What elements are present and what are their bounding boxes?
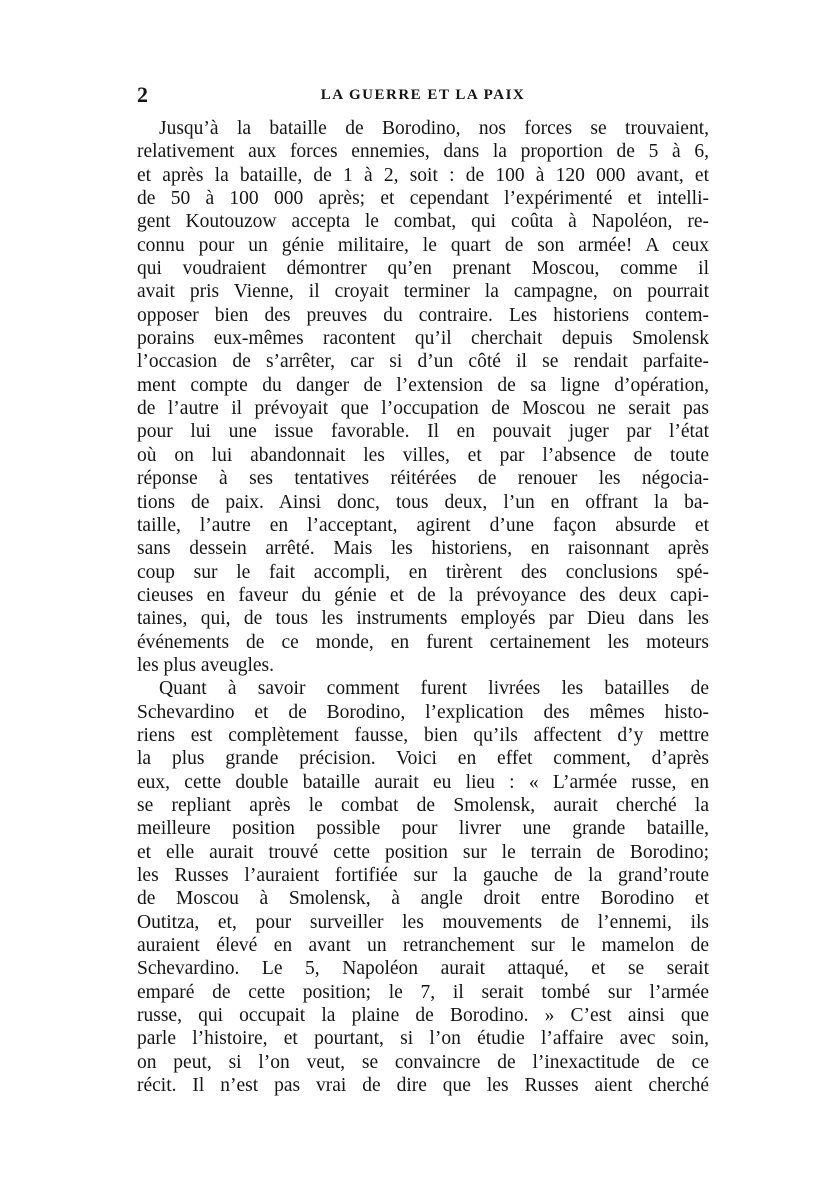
text-line: Jusqu’à la bataille de Borodino, nos forces se trouvaient, (159, 118, 709, 139)
text-line: on peut, si l’on veut, se convaincre de l’inexactitude de ce (137, 1051, 709, 1073)
text-line: Outitza, et, pour surveiller les mouvements de l’ennemi, ils (137, 911, 709, 933)
text-line: de 50 à 100 000 après; et cependant l’expérimenté et intelli- (137, 188, 709, 210)
text-line: relativement aux forces ennemies, dans la proportion de 5 à 6, (137, 141, 709, 163)
text-line: les plus aveugles. (137, 654, 275, 676)
text-line: taille, l’autre en l’acceptant, agirent d’une façon absurde et (137, 514, 709, 536)
text-line: tions de paix. Ainsi donc, tous deux, l’un en offrant la ba- (137, 491, 709, 513)
text-line: de l’autre il prévoyait que l’occupation de Moscou ne serait pas (137, 398, 709, 420)
text-line: emparé de cette position; le 7, il serait tombé sur l’armée (137, 981, 709, 1003)
body-text (137, 117, 709, 1097)
text-line: récit. Il n’est pas vrai de dire que les Russes aient cherché (137, 1075, 709, 1097)
text-line: et elle aurait trouvé cette position sur le terrain de Borodino; (137, 841, 709, 863)
text-line: l’occasion de s’arrêter, car si d’un côté il se rendait parfaite- (137, 351, 709, 373)
text-line: porains eux-mêmes racontent qu’il cherchait depuis Smolensk (137, 328, 709, 350)
text-line: russe, qui occupait la plaine de Borodino. » C’est ainsi que (137, 1005, 709, 1027)
text-line: taines, qui, de tous les instruments employés par Dieu dans les (137, 608, 709, 630)
text-line: Schevardino et de Borodino, l’explication des mêmes histo- (137, 701, 709, 723)
page-number: 2 (137, 82, 148, 107)
text-line: réponse à ses tentatives réitérées de renouer les négocia- (137, 468, 709, 490)
text-line: se repliant après le combat de Smolensk, aurait cherché la (137, 794, 709, 816)
text-line: avait pris Vienne, il croyait terminer la campagne, on pourrait (137, 281, 709, 303)
page-header (137, 82, 709, 108)
text-line: eux, cette double bataille aurait eu lieu : « L’armée russe, en (137, 771, 709, 793)
text-line: de Moscou à Smolensk, à angle droit entre Borodino et (137, 888, 709, 910)
text-line: Schevardino. Le 5, Napoléon aurait attaqué, et se serait (137, 958, 709, 980)
text-line: la plus grande précision. Voici en effet comment, d’après (137, 748, 709, 770)
text-line: pour lui une issue favorable. Il en pouvait juger par l’état (137, 421, 709, 443)
text-line: ment compte du danger de l’extension de sa ligne d’opération, (137, 374, 709, 396)
text-line: qui voudraient démontrer qu’en prenant Moscou, comme il (137, 258, 709, 280)
text-line: les Russes l’auraient fortifiée sur la gauche de la grand’route (137, 865, 709, 886)
text-line: auraient élevé en avant un retranchement sur le mamelon de (137, 935, 709, 957)
text-line: et après la bataille, de 1 à 2, soit : de 100 à 120 000 avant, et (137, 164, 709, 186)
text-line: riens est complètement fausse, bien qu’ils affectent d’y mettre (137, 724, 709, 746)
text-line: sans dessein arrêté. Mais les historiens, en raisonnant après (137, 538, 709, 560)
text-line: où on lui abandonnait les villes, et par l’absence de toute (137, 444, 709, 466)
text-line: Quant à savoir comment furent livrées les batailles de (159, 678, 709, 700)
text-line: gent Koutouzow accepta le combat, qui coûta à Napoléon, re- (137, 211, 709, 233)
text-line: meilleure position possible pour livrer une grande bataille, (137, 818, 709, 840)
text-line: cieuses en faveur du génie et de la prévoyance des deux capi- (137, 584, 709, 606)
text-line: coup sur le fait accompli, en tirèrent des conclusions spé- (137, 561, 709, 583)
running-title: LA GUERRE ET LA PAIX (320, 87, 526, 103)
text-line: opposer bien des preuves du contraire. Les historiens contem- (137, 304, 709, 326)
text-line: événements de ce monde, en furent certainement les moteurs (137, 631, 709, 653)
text-line: parle l’histoire, et pourtant, si l’on étudie l’affaire avec soin, (137, 1028, 709, 1050)
text-line: connu pour un génie militaire, le quart de son armée! A ceux (137, 234, 709, 256)
